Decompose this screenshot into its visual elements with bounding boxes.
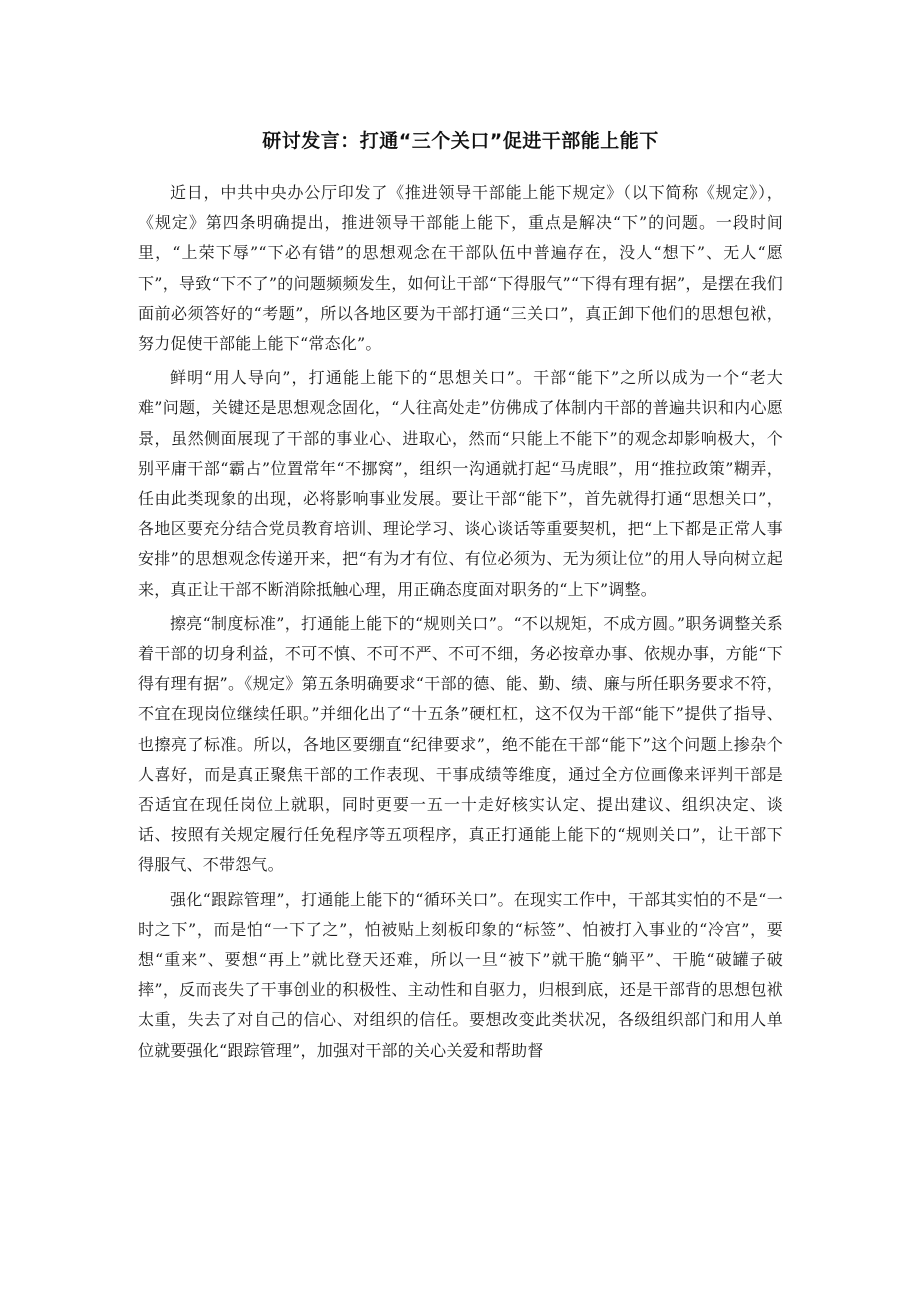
- paragraph-cycle-gateway: 强化“跟踪管理”，打通能上能下的“循环关口”。在现实工作中，干部其实怕的不是“一时之下”，而是怕“一下了之”，怕被贴上刻板印象的“标签”、怕被打入事业的“冷宫”，要想“重来”、要想“再上”就比登天还难，所以一旦“被下”就干脆“躺平”、干脆“破罐子破摔”，反而丧失了干事创业的积极性、主动性和自驱力，归根到底，还是干部背的思想包袱太重，失去了对自己的信心、对组织的信任。要想改变此类状况，各级组织部门和用人单位就要强化“跟踪管理”，加强对干部的关心关爱和帮助督: [138, 889, 783, 1060]
- document-title: 研讨发言：打通“三个关口”促进干部能上能下: [262, 130, 659, 152]
- document-page: [138, 126, 783, 1070]
- paragraph-rule-gateway: 擦亮“制度标准”，打通能上能下的“规则关口”。“不以规矩，不成方圆。”职务调整关系着干部的切身利益，不可不慎、不可不严、不可不细，务必按章办事、依规办事，方能“下得有理有据”。《规定》第五条明确要求“干部的德、能、勤、绩、廉与所任职务要求不符，不宜在现岗位继续任职。”并细化出了“十五条”硬杠杠，这不仅为干部“能下”提供了指导、也擦亮了标准。所以，各地区要绷直“纪律要求”，绝不能在干部“能下”这个问题上掺杂个人喜好，而是真正聚焦干部的工作表现、干事成绩等维度，通过全方位画像来评判干部是否适宜在现任岗位上就职，同时更要一五一十走好核实认定、提出建议、组织决定、谈话、按照有关规定履行任免程序等五项程序，真正打通能上能下的“规则关口”，让干部下得服气、不带怨气。: [138, 613, 783, 875]
- paragraph-thought-gateway: 鲜明“用人导向”，打通能上能下的“思想关口”。干部“能下”之所以成为一个“老大难”问题，关键还是思想观念固化，“人往高处走”仿佛成了体制内干部的普遍共识和内心愿景，虽然侧面展现了干部的事业心、进取心，然而“只能上不能下”的观念却影响极大，个别平庸干部“霸占”位置常年“不挪窝”，组织一沟通就打起“马虎眼”，用“推拉政策”糊弄，任由此类现象的出现，必将影响事业发展。要让干部“能下”，首先就得打通“思想关口”，各地区要充分结合党员教育培训、理论学习、谈心谈话等重要契机，把“上下都是正常人事安排”的思想观念传递开来，把“有为才有位、有位必须为、无为须让位”的用人导向树立起来，真正让干部不断消除抵触心理，用正确态度面对职务的“上下”调整。: [138, 368, 783, 599]
- paragraph-intro: 近日，中共中央办公厅印发了《推进领导干部能上能下规定》（以下简称《规定》），《规定》第四条明确提出，推进领导干部能上能下，重点是解决“下”的问题。一段时间里，“上荣下辱”“下必有错”的思想观念在干部队伍中普遍存在，没人“想下”、无人“愿下”，导致“下不了”的问题频频发生，如何让干部“下得服气”“下得有理有据”，是摆在我们面前必须答好的“考题”，所以各地区要为干部打通“三关口”，真正卸下他们的思想包袱，努力促使干部能上能下“常态化”。: [138, 183, 783, 354]
